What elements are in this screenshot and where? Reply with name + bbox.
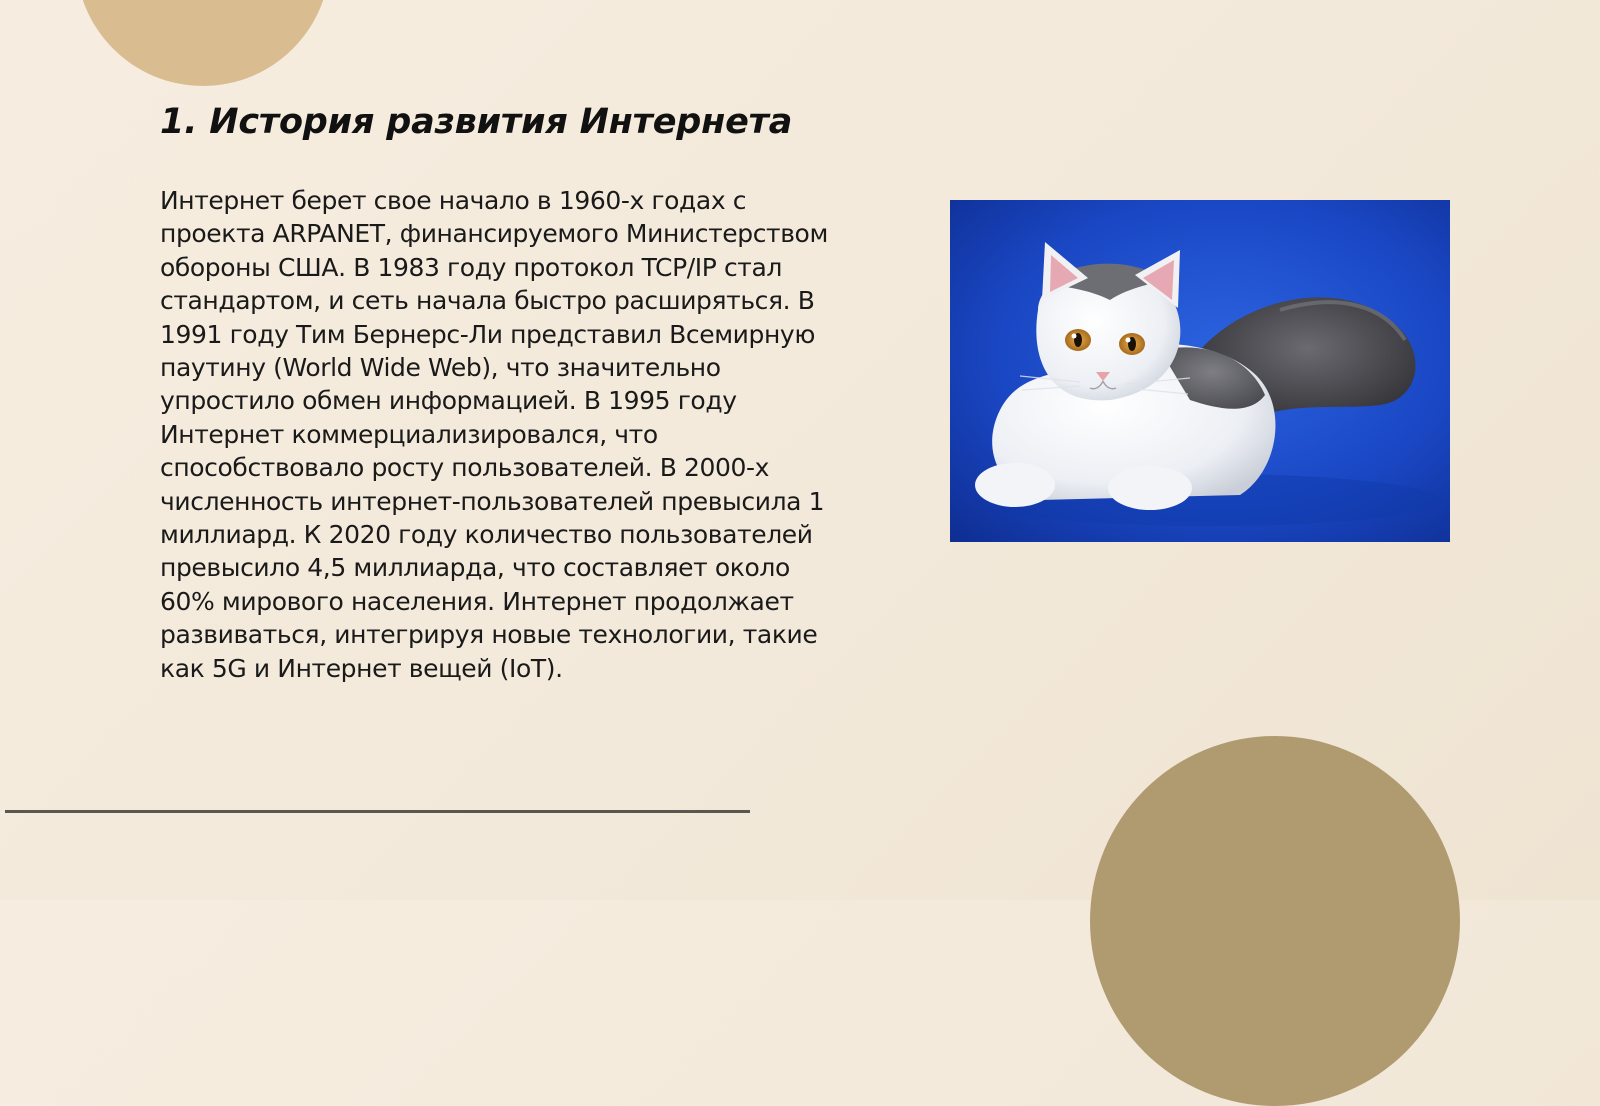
divider-line xyxy=(5,810,750,813)
decorative-circle-top xyxy=(76,0,330,86)
decorative-circle-bottom xyxy=(1090,736,1460,1106)
cat-photo xyxy=(950,200,1450,542)
slide-body-text: Интернет берет свое начало в 1960-х годах с проекта ARPANET, финансируемого Министерством обороны США. В 1983 году протокол TCP/IP стал стандартом, и сеть начала быстро расширяться. В 1991 году Тим Бернерс-Ли представил Всемирную паутину (World Wide Web), что значительно упростило обмен информацией. В 1995 году Интернет коммерциализировался, что способствовало росту пользователей. В 2000-х численность интернет-пользователей превысила 1 миллиард. К 2020 году количество пользователей превысило 4,5 миллиарда, что составляет около 60% мирового населения. Интернет продолжает развиваться, интегрируя новые технологии, такие как 5G и Интернет вещей (IoT). xyxy=(160,186,828,683)
slide-title: 1. История развития Интернета xyxy=(160,102,793,142)
